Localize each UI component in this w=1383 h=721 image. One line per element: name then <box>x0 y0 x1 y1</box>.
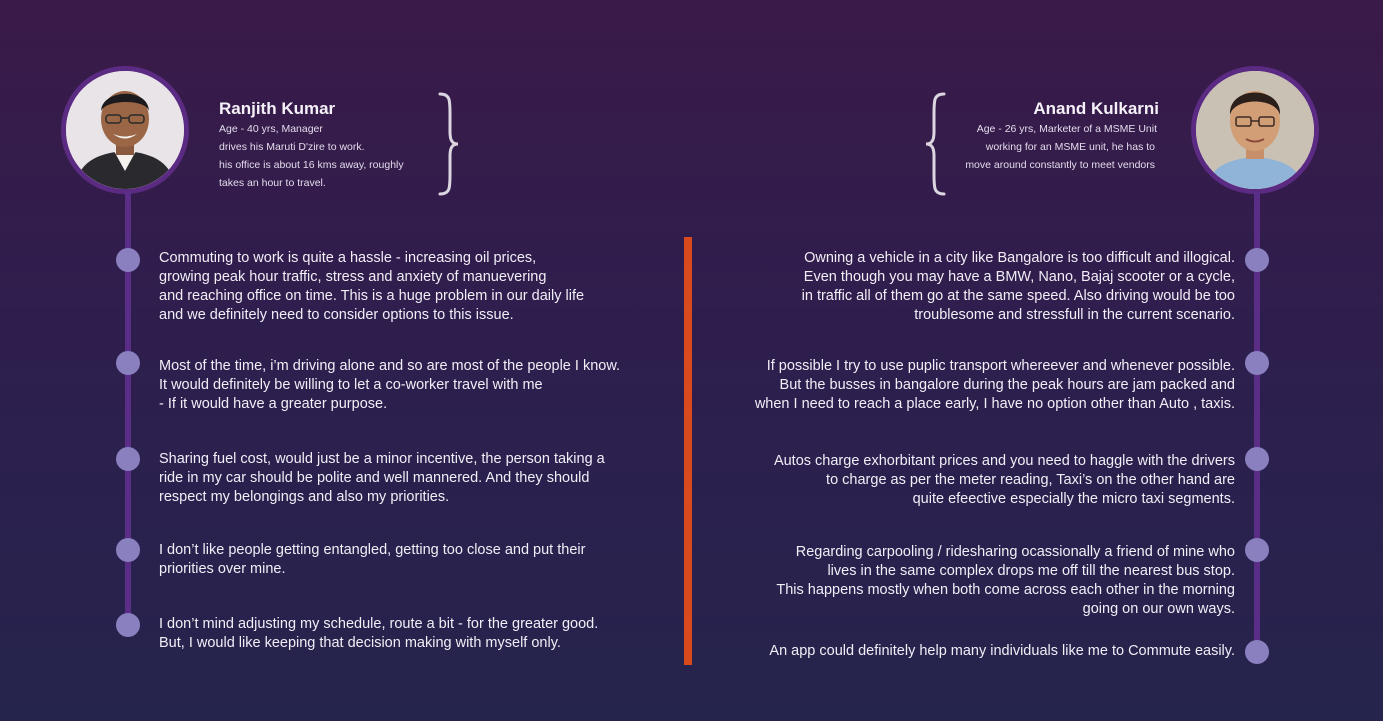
statement-right-2 <box>755 357 1235 414</box>
statement-left-5 <box>159 615 598 653</box>
persona-details-left <box>219 120 404 192</box>
timeline-dot <box>1245 248 1269 272</box>
statement-line: and reaching office on time. This is a huge problem in our daily life <box>159 288 585 304</box>
statement-line: It would definitely be willing to let a co-worker travel with me <box>159 377 543 393</box>
statement-left-4 <box>159 541 585 579</box>
statement-right-5 <box>769 642 1235 661</box>
center-divider <box>684 237 692 665</box>
statement-line: I don’t like people getting entangled, getting too close and put their <box>159 542 586 558</box>
statement-line: - If it would have a greater purpose. <box>159 396 388 412</box>
persona-detail-line: drives his Maruti D'zire to work. <box>219 141 365 153</box>
opening-brace-icon <box>924 92 948 196</box>
timeline-dot <box>1245 538 1269 562</box>
timeline-dot <box>116 351 140 375</box>
statement-line: Most of the time, i’m driving alone and so are most of the people I know. <box>159 358 621 374</box>
statement-right-4 <box>776 543 1235 619</box>
statement-right-1 <box>802 249 1235 325</box>
persona-detail-line: working for an MSME unit, he has to <box>985 141 1155 153</box>
timeline-dot <box>116 447 140 471</box>
persona-name-left: Ranjith Kumar <box>219 99 336 118</box>
statement-line: going on our own ways. <box>1082 601 1235 617</box>
statement-line: If possible I try to use puplic transport whereever and whenever possible. <box>766 358 1235 374</box>
statement-line: quite efeective especially the micro taxi segments. <box>912 491 1235 507</box>
statement-line: ride in my car should be polite and well mannered. And they should <box>159 470 590 486</box>
statement-line: An app could definitely help many individuals like me to Commute easily. <box>769 643 1235 659</box>
timeline-dot <box>1245 351 1269 375</box>
statement-line: But the busses in bangalore during the peak hours are jam packed and <box>779 377 1235 393</box>
statement-line: in traffic all of them go at the same speed. Also driving would be too <box>801 288 1235 304</box>
statement-right-3 <box>774 452 1235 509</box>
timeline-dot <box>116 538 140 562</box>
avatar-ranjith-kumar <box>61 66 189 194</box>
statement-left-3 <box>159 450 605 507</box>
statement-line: priorities over mine. <box>159 561 286 577</box>
statement-line: This happens mostly when both come across each other in the morning <box>776 582 1235 598</box>
statement-line: Autos charge exhorbitant prices and you need to haggle with the drivers <box>773 453 1235 469</box>
persona-detail-line: Age - 40 yrs, Manager <box>219 123 323 135</box>
timeline-dot <box>1245 640 1269 664</box>
timeline-dot <box>116 613 140 637</box>
statement-line: lives in the same complex drops me off till the nearest bus stop. <box>827 563 1235 579</box>
statement-line: Sharing fuel cost, would just be a minor incentive, the person taking a <box>159 451 605 467</box>
timeline-dot <box>116 248 140 272</box>
statement-line: Commuting to work is quite a hassle - increasing oil prices, <box>159 250 537 266</box>
persona-detail-line: Age - 26 yrs, Marketer of a MSME Unit <box>976 123 1157 135</box>
statement-line: Regarding carpooling / ridesharing ocassionally a friend of mine who <box>795 544 1235 560</box>
statement-line: respect my belongings and also my priorities. <box>159 489 450 505</box>
statement-line: and we definitely need to consider options to this issue. <box>159 307 514 323</box>
closing-brace-icon <box>436 92 460 196</box>
statement-line: But, I would like keeping that decision making with myself only. <box>159 635 561 651</box>
avatar-anand-kulkarni <box>1191 66 1319 194</box>
statement-line: growing peak hour traffic, stress and anxiety of manuevering <box>159 269 547 285</box>
statement-line: Even though you may have a BMW, Nano, Bajaj scooter or a cycle, <box>803 269 1235 285</box>
persona-name-right: Anand Kulkarni <box>1033 99 1159 118</box>
statement-line: I don’t mind adjusting my schedule, route a bit - for the greater good. <box>159 616 599 632</box>
statement-line: when I need to reach a place early, I have no option other than Auto , taxis. <box>754 396 1235 412</box>
statement-line: troublesome and stressfull in the current scenario. <box>914 307 1235 323</box>
person-photo-icon <box>66 71 184 189</box>
persona-detail-line: move around constantly to meet vendors <box>965 159 1155 171</box>
timeline-dot <box>1245 447 1269 471</box>
statement-left-2 <box>159 357 620 414</box>
persona-detail-line: his office is about 16 kms away, roughly <box>219 159 404 171</box>
person-photo-icon <box>1196 71 1314 189</box>
statement-line: Owning a vehicle in a city like Bangalore is too difficult and illogical. <box>804 250 1235 266</box>
persona-detail-line: takes an hour to travel. <box>219 177 326 189</box>
statement-line: to charge as per the meter reading, Taxi’s on the other hand are <box>826 472 1235 488</box>
persona-details-right <box>965 120 1157 174</box>
statement-left-1 <box>159 249 584 325</box>
